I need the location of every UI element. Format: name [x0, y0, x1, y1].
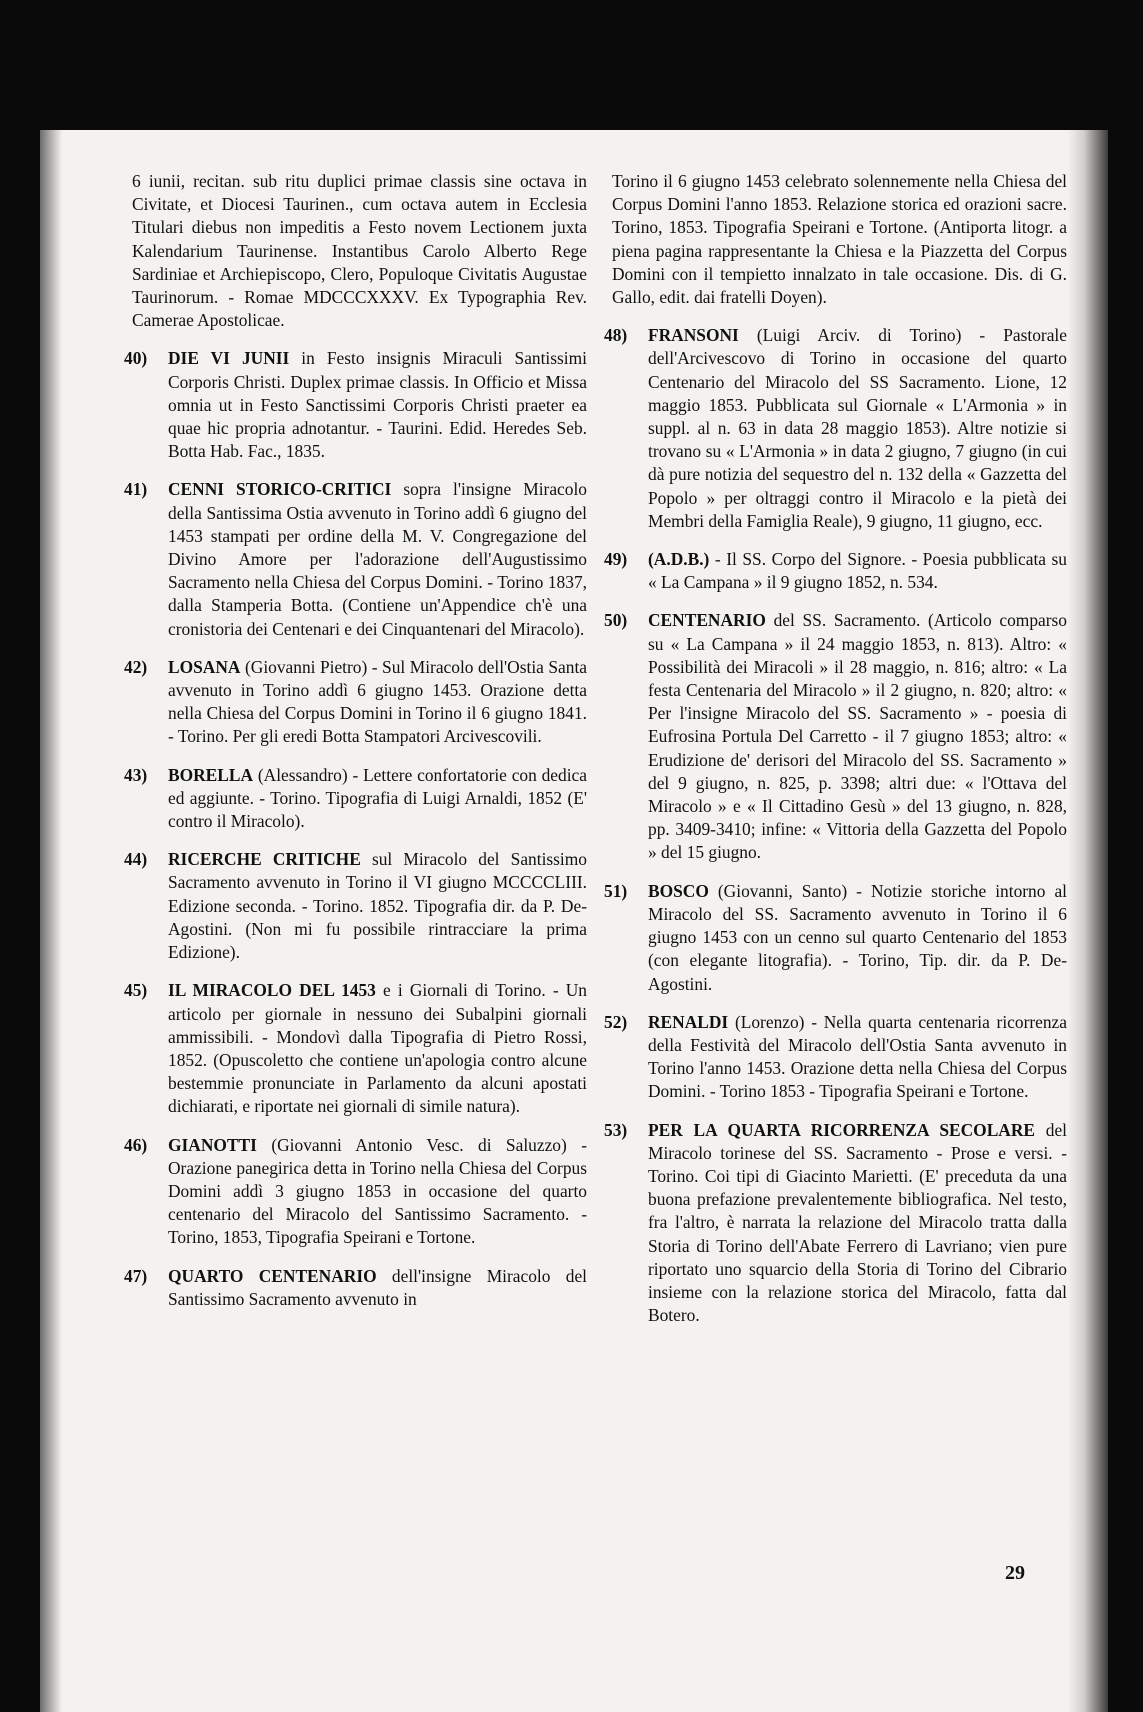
entry-title: (A.D.B.): [648, 549, 710, 570]
entry-number: 43): [124, 764, 148, 785]
bibliography-entry: [124, 1265, 587, 1311]
entry-number: 48): [604, 325, 628, 346]
bibliography-entry: [124, 478, 587, 640]
bibliography-entry: [124, 347, 587, 463]
entry-title: RICERCHE CRITICHE: [168, 849, 361, 870]
entry-number: 45): [124, 980, 148, 1001]
entry-title: BOSCO: [648, 880, 709, 901]
page-gutter-shadow: [40, 130, 62, 1712]
bibliography-entry: [124, 656, 587, 749]
bibliography-entry: [604, 609, 1067, 864]
bibliography-entry: [604, 548, 1067, 594]
entry-text: (Giovanni Antonio Vesc. di Saluzzo) - Orazione panegirica detta in Torino nella Chiesa del Corpus Domini addì 3 giugno 1853 in occasione del quarto centenario del Miracolo del Santissimo Sacramento. - Torino, 1853, Tipografia Speirani e Tortone.: [168, 1134, 587, 1248]
left-column: [124, 170, 587, 1326]
entry-number: 49): [604, 549, 628, 570]
entry-text: del SS. Sacramento. (Articolo comparso su « La Campana » il 24 maggio 1853, n. 813). Altro: « Possibilità dei Miracoli » il 28 maggio, n. 816; altro: « La festa Centenaria del Miracolo » il 2 giugno, n. 820; altro: « Per l'insigne Miracolo del SS. Sacramento » - poesia di Eufrosina Portula Del Carretto - il 7 giugno 1853; altro: « Erudizione de' derisori del Miracolo del SS. Sacramento » del 9 giugno, n. 825, p. 3398; altri due: « l'Ottava del Miracolo » e « Il Cittadino Gesù » del 13 giugno, n. 828, pp. 3409-3410; infine: « Vittoria della Gazzetta del Popolo » del 15 giugno.: [648, 610, 1067, 863]
entry-number: 42): [124, 656, 148, 677]
right-column: [604, 170, 1068, 1342]
page-number: 29: [1005, 1562, 1025, 1584]
entry-number: 52): [604, 1011, 628, 1032]
entry-title: DIE VI JUNII: [168, 348, 290, 369]
entry-title: LOSANA: [168, 656, 241, 677]
entry-text: del Miracolo torinese del SS. Sacramento - Prose e versi. - Torino. Coi tipi di Giacinto Marietti. (E' preceduta da una buona prefazione prevalentemente bibliografica. Nel testo, fra l'altro, è narrata la relazione del Miracolo tratta dalla Storia di Torino dell'Abate Ferrero di Lavriano; vien pure riportato uno squarcio della Storia di Torino del Cibrario insieme con la relazione storica del Miracolo, fatta dal Botero.: [648, 1119, 1068, 1326]
bibliography-entry: [124, 764, 587, 834]
bibliography-entry: [124, 1134, 587, 1250]
entry-title: CENTENARIO: [648, 610, 766, 631]
right-entry-list: [604, 324, 1068, 1327]
bibliography-entry: [604, 1119, 1068, 1328]
entry-text: dell'insigne Miracolo del Santissimo Sacramento avvenuto in: [168, 1265, 587, 1309]
entry-text: (Giovanni, Santo) - Notizie storiche intorno al Miracolo del SS. Sacramento avvenuto in Torino il 6 giugno 1453 con un cenno sul quarto Centenario del 1853 (con elegante litografia). - Torino, Tip. dir. da P. De-Agostini.: [648, 880, 1067, 994]
entry-number: 41): [124, 479, 148, 500]
entry-number: 44): [124, 849, 148, 870]
entry-text: - Il SS. Corpo del Signore. - Poesia pubblicata su « La Campana » il 9 giugno 1852, n. 534.: [648, 549, 1067, 593]
entry-text: (Alessandro) - Lettere confortatorie con dedica ed aggiunte. - Torino. Tipografia di Luigi Arnaldi, 1852 (E' contro il Miracolo).: [168, 764, 587, 832]
entry-title: CENNI STORICO-CRITICI: [168, 479, 392, 500]
entry-number: 46): [124, 1134, 148, 1155]
entry-title: PER LA QUARTA RICORRENZA SECOLARE: [648, 1119, 1036, 1140]
entry-title: IL MIRACOLO DEL 1453: [168, 980, 376, 1001]
entry-title: RENALDI: [648, 1011, 729, 1032]
entry-title: GIANOTTI: [168, 1134, 257, 1155]
left-lead-paragraph: 6 iunii, recitan. sub ritu duplici primae classis sine octava in Civitate, et Diocesi Taurinen., cum octava autem in Ecclesia Titulari diebus non impeditis a Festo novem Lectionem juxta Kalendarium Taurinense. Instantibus Carolo Alberto Rege Sardiniae et Archiepiscopo, Clero, Populoque Civitatis Augustae Taurinorum. - Romae MDCCCXXXV. Ex Typographia Rev. Camerae Apostolicae.: [132, 171, 587, 331]
entry-text: in Festo insignis Miraculi Santissimi Corporis Christi. Duplex primae classis. In Officio et Missa omnia ut in Festo Sanctissimi Corporis Christi praeter ea quae hic propria adnotantur. - Taurini. Edid. Heredes Seb. Botta Hab. Fac., 1835.: [168, 348, 587, 462]
entry-number: 40): [124, 348, 148, 369]
entry-number: 51): [604, 880, 628, 901]
entry-number: 53): [604, 1119, 628, 1140]
entry-text: (Luigi Arciv. di Torino) - Pastorale dell'Arcivescovo di Torino in occasione del quarto Centenario del Miracolo del SS Sacramento. Lione, 12 maggio 1853. Pubblicata sul Giornale « L'Armonia » in suppl. al n. 63 in data 28 maggio 1853). Altre notizie si trovano su « L'Armonia » in data 2 giugno, 7 giugno (in cui dà pure notizia del sequestro del n. 132 della « Gazzetta del Popolo » per oltraggi contro il Miracolo e la pietà dei Membri della Famiglia Reale), 9 giugno, 11 giugno, ecc.: [648, 325, 1067, 531]
book-page: [40, 130, 1108, 1712]
bibliography-entry: [124, 848, 587, 964]
bibliography-entry: [604, 324, 1067, 533]
entry-text: (Giovanni Pietro) - Sul Miracolo dell'Ostia Santa avvenuto in Torino addì 6 giugno 1453. Orazione detta nella Chiesa del Corpus Domini in Torino il 6 giugno 1841. - Torino. Per gli eredi Botta Stampatori Arcivescovili.: [168, 656, 587, 747]
left-entry-list: [124, 347, 587, 1311]
bibliography-entry: [604, 1011, 1067, 1104]
entry-text: e i Giornali di Torino. - Un articolo per giornale in nessuno dei Subalpini giornali ammissibili. - Mondovì dalla Tipografia di Pietro Rossi, 1852. (Opuscoletto che contiene un'apologia contro alcune bestemmie pronunciate in Parlamento da alcuni apostati dichiarati, e riportate nei giornali di simile natura).: [168, 980, 587, 1117]
entry-text: sopra l'insigne Miracolo della Santissima Ostia avvenuto in Torino addì 6 giugno del 1453 stampati per ordine della M. V. Congregazione del Divino Amore per l'adorazione dell'Augustissimo Sacramento nella Chiesa del Corpus Domini. - Torino 1837, dalla Stamperia Botta. (Contiene un'Appendice ch'è una cronistoria dei Centenari e dei Cinquantenari del Miracolo).: [168, 479, 587, 639]
page-edge-shadow: [1068, 130, 1108, 1712]
right-lead-paragraph: Torino il 6 giugno 1453 celebrato solennemente nella Chiesa del Corpus Domini l'anno 1853. Relazione storica ed orazioni sacre. Torino, 1853. Tipografia Speirani e Tortone. (Antiporta litogr. a piena pagina rappresentante la Chiesa e la Piazzetta del Corpus Domini con il tempietto innalzato in tale occasione. Dis. di G. Gallo, edit. dai fratelli Doyen).: [612, 171, 1067, 308]
entry-title: BORELLA: [168, 764, 254, 785]
entry-title: QUARTO CENTENARIO: [168, 1265, 377, 1286]
entry-text: (Lorenzo) - Nella quarta centenaria ricorrenza della Festività del Miracolo dell'Ostia Santa avvenuto in Torino l'anno 1453. Orazione detta nella Chiesa del Corpus Domini. - Torino 1853 - Tipografia Speirani e Tortone.: [648, 1011, 1067, 1102]
bibliography-entry: [124, 979, 587, 1118]
bibliography-entry: [604, 880, 1067, 996]
entry-text: sul Miracolo del Santissimo Sacramento avvenuto in Torino il VI giugno MCCCCLIII. Edizione seconda. - Torino. 1852. Tipografia dir. da P. De-Agostini. (Non mi fu possibile rintracciare la prima Edizione).: [168, 849, 587, 963]
entry-title: FRANSONI: [648, 325, 739, 346]
entry-number: 47): [124, 1265, 148, 1286]
entry-number: 50): [604, 610, 628, 631]
